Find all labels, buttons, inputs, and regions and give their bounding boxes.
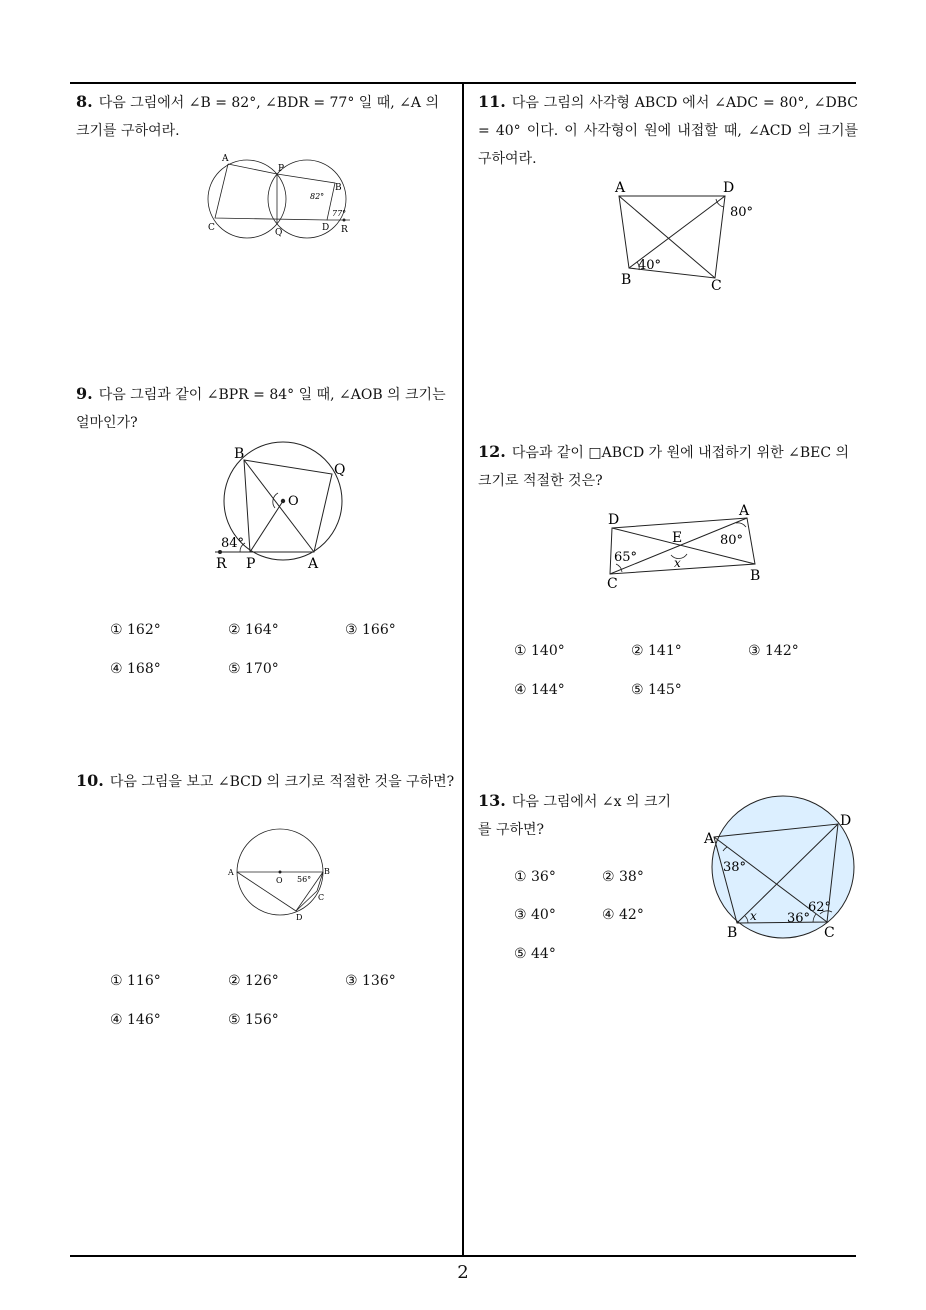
figure-q13 (700, 795, 860, 945)
label-A: A (615, 180, 626, 196)
question-text: 다음 그림을 보고 ∠BCD 의 크기로 적절한 것을 구하면? (109, 774, 455, 790)
label-D: D (840, 813, 852, 829)
question-11 (478, 88, 858, 173)
q13-option-2[interactable]: ② 38° (602, 869, 644, 885)
angle-D-label: 77° (332, 209, 347, 218)
figure-q11 (608, 176, 768, 296)
question-text: 다음과 같이 □ABCD 가 원에 내접하기 위한 ∠BEC 의 크기로 적절한 것은? (478, 445, 850, 489)
q13-option-3[interactable]: ③ 40° (514, 907, 556, 923)
question-9 (76, 380, 456, 437)
angle-C-label: 65° (614, 550, 638, 565)
label-R: R (216, 556, 227, 572)
figure-q10 (226, 828, 336, 923)
q10-option-1[interactable]: ① 116° (110, 973, 161, 989)
label-C: C (711, 278, 722, 294)
label-D: D (723, 180, 735, 196)
q9-option-5[interactable]: ⑤ 170° (228, 661, 279, 677)
angle-C1-label: 36° (787, 911, 811, 926)
question-text: 다음 그림과 같이 ∠BPR = 84° 일 때, ∠AOB 의 크기는 얼마인가? (76, 387, 446, 431)
angle-x-label: x (750, 909, 757, 923)
label-P: P (278, 164, 285, 174)
label-C: C (824, 925, 835, 941)
q10-option-3[interactable]: ③ 136° (345, 973, 396, 989)
angle-D-label: 80° (730, 205, 754, 220)
q9-option-2[interactable]: ② 164° (228, 622, 279, 638)
question-number: 10. (76, 771, 104, 790)
q12-option-5[interactable]: ⑤ 145° (631, 682, 682, 698)
q12-option-4[interactable]: ④ 144° (514, 682, 565, 698)
q10-option-5[interactable]: ⑤ 156° (228, 1012, 279, 1028)
question-12 (478, 438, 858, 495)
angle-B-label: 82° (310, 192, 325, 201)
question-number: 11. (478, 92, 506, 111)
label-D: D (608, 512, 620, 528)
page-number: 2 (457, 1262, 469, 1283)
label-D: D (322, 223, 330, 233)
label-B: B (324, 867, 330, 876)
question-text: 다음 그림에서 ∠B = 82°, ∠BDR = 77° 일 때, ∠A 의 크기를 구하여라. (76, 95, 440, 139)
angle-label: 56° (297, 875, 312, 884)
label-O: O (288, 494, 299, 509)
question-number: 12. (478, 442, 506, 461)
question-text: 다음 그림의 사각형 ABCD 에서 ∠ADC = 80°, ∠DBC = 40° 이다. 이 사각형이 원에 내접할 때, ∠ACD 의 크기를 구하여라. (478, 95, 858, 167)
figure-q12 (600, 500, 775, 595)
question-number: 8. (76, 92, 93, 111)
figure-q9 (210, 442, 360, 572)
q13-option-4[interactable]: ④ 42° (602, 907, 644, 923)
figure-q8 (200, 150, 360, 245)
label-C: C (607, 576, 618, 592)
q13-option-5[interactable]: ⑤ 44° (514, 946, 556, 962)
label-B: B (750, 568, 761, 584)
q12-option-1[interactable]: ① 140° (514, 643, 565, 659)
q9-option-3[interactable]: ③ 166° (345, 622, 396, 638)
label-B: B (234, 446, 245, 462)
label-A: A (222, 154, 229, 164)
q9-option-4[interactable]: ④ 168° (110, 661, 161, 677)
angle-C2-label: 62° (808, 900, 832, 915)
angle-x-label: x (674, 556, 681, 570)
label-A: A (308, 556, 319, 572)
label-B: B (727, 925, 738, 941)
q13-option-1[interactable]: ① 36° (514, 869, 556, 885)
angle-A-label: 80° (720, 533, 744, 548)
label-A: A (739, 503, 750, 519)
label-A: A (704, 831, 715, 847)
question-text: 다음 그림에서 ∠x 의 크기를 구하면? (478, 794, 671, 838)
label-R: R (341, 225, 348, 235)
question-10 (76, 767, 456, 796)
label-Q: Q (334, 462, 346, 478)
q10-option-4[interactable]: ④ 146° (110, 1012, 161, 1028)
label-D: D (296, 913, 303, 922)
angle-B-label: 40° (638, 258, 662, 273)
q9-option-1[interactable]: ① 162° (110, 622, 161, 638)
label-E: E (672, 530, 683, 546)
label-C: C (318, 893, 325, 902)
angle-A-label: 38° (723, 860, 747, 875)
angle-label: 84° (221, 536, 245, 551)
question-13 (478, 787, 678, 844)
question-number: 13. (478, 791, 506, 810)
label-A: A (228, 868, 234, 877)
q10-option-2[interactable]: ② 126° (228, 973, 279, 989)
question-number: 9. (76, 384, 93, 403)
q12-option-2[interactable]: ② 141° (631, 643, 682, 659)
question-8 (76, 88, 456, 145)
column-divider (462, 82, 464, 1257)
label-Q: Q (275, 228, 283, 238)
label-B: B (621, 272, 632, 288)
label-O: O (276, 876, 283, 885)
label-B: B (335, 183, 342, 193)
q12-option-3[interactable]: ③ 142° (748, 643, 799, 659)
label-P: P (246, 556, 256, 572)
label-C: C (208, 223, 215, 233)
